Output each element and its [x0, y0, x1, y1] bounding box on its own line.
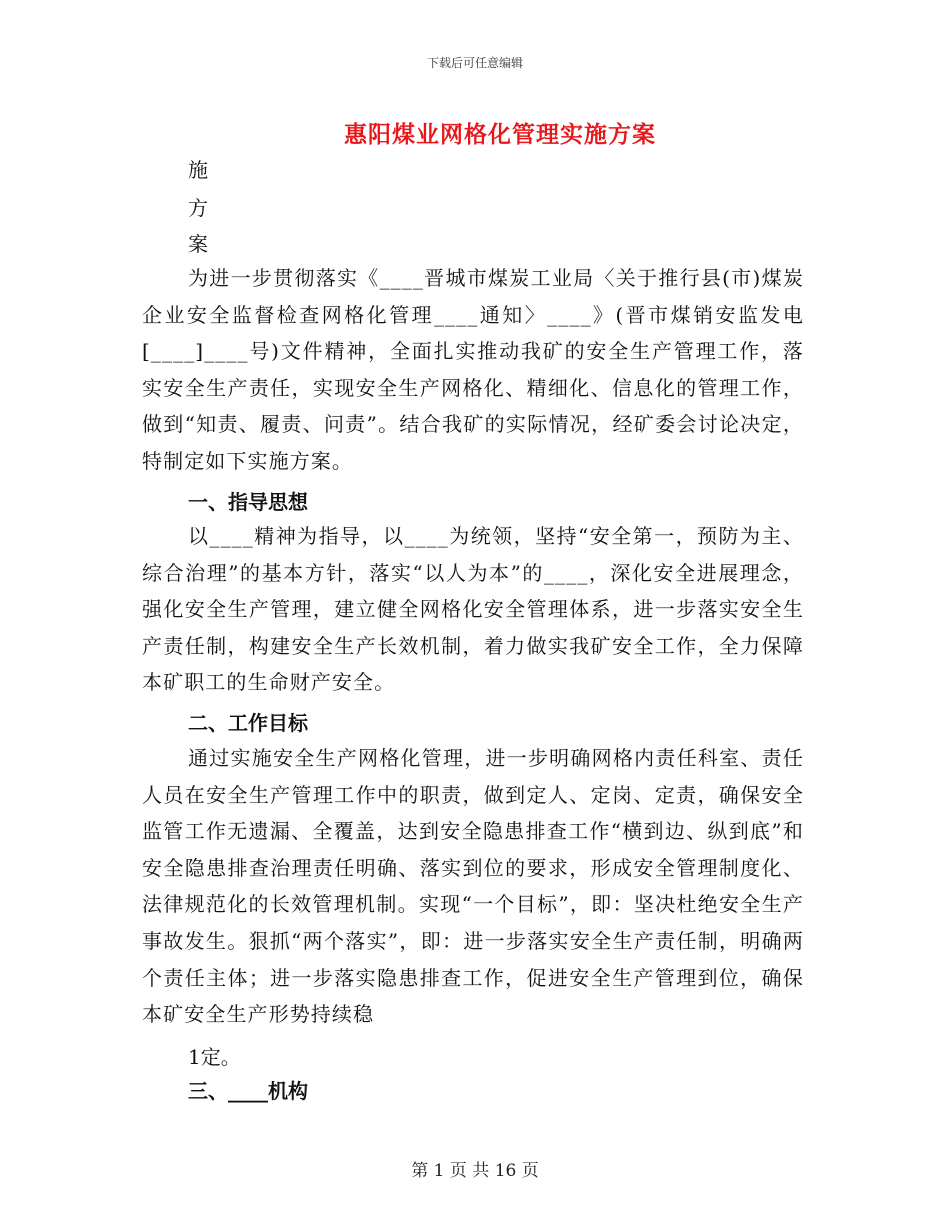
section2-tail: 1定。 — [188, 1045, 241, 1069]
section2-body: 通过实施安全生产网格化管理，进一步明确网格内责任科室、责任人员在安全生产管理工作中的职责，做到定人、定岗、定责，确保安全监管工作无遗漏、全覆盖，达到安全隐患排查工作“横到边、纵到底”和安全隐患排查治理责任明确、落实到位的要求，形成安全管理制度化、法律规范化的长效管理机制。实现“一个目标”，即：坚决杜绝安全生产事故发生。狠抓“两个落实”，即：进一步落实安全生产责任制，明确两个责任主体；进一步落实隐患排查工作，促进安全生产管理到位，确保本矿安全生产形势持续稳 — [142, 746, 804, 1027]
section3-heading-prefix: 三、 — [188, 1079, 228, 1103]
section1-body: 以____精神为指导，以____为统领，坚持“安全第一，预防为主、综合治理”的基本方针，落实“以人为本”的____，深化安全进展理念，强化安全生产管理，建立健全网格化安全管理体系，进一步落实安全生产责任制，构建安全生产长效机制，着力做实我矿安全工作，全力保障本矿职工的生命财产安全。 — [142, 524, 804, 695]
vertical-char-1: 施 — [188, 158, 208, 182]
vertical-char-3: 案 — [188, 232, 208, 256]
section1-heading: 一、指导思想 — [188, 490, 308, 514]
section3-heading — [188, 1077, 308, 1105]
document-title: 惠阳煤业网格化管理实施方案 — [344, 121, 656, 148]
vertical-char-2: 方 — [188, 196, 208, 220]
section2-heading: 二、工作目标 — [188, 711, 308, 735]
section3-heading-blank: ____ — [228, 1079, 268, 1103]
intro-paragraph: 为进一步贯彻落实《____晋城市煤炭工业局〈关于推行县(市)煤炭企业安全监督检查网格化管理____通知〉____》(晋市煤销安监发电[____]____号)文件精神，全面扎实推动我矿的安全生产管理工作，落实安全生产责任，实现安全生产网格化、精细化、信息化的管理工作，做到“知责、履责、问责”。结合我矿的实际情况，经矿委会讨论决定，特制定如下实施方案。 — [142, 266, 804, 473]
section3-heading-suffix: 机构 — [268, 1079, 308, 1103]
header-note: 下载后可任意编辑 — [426, 56, 523, 70]
page-footer: 第 1 页 共 16 页 — [411, 1161, 539, 1181]
